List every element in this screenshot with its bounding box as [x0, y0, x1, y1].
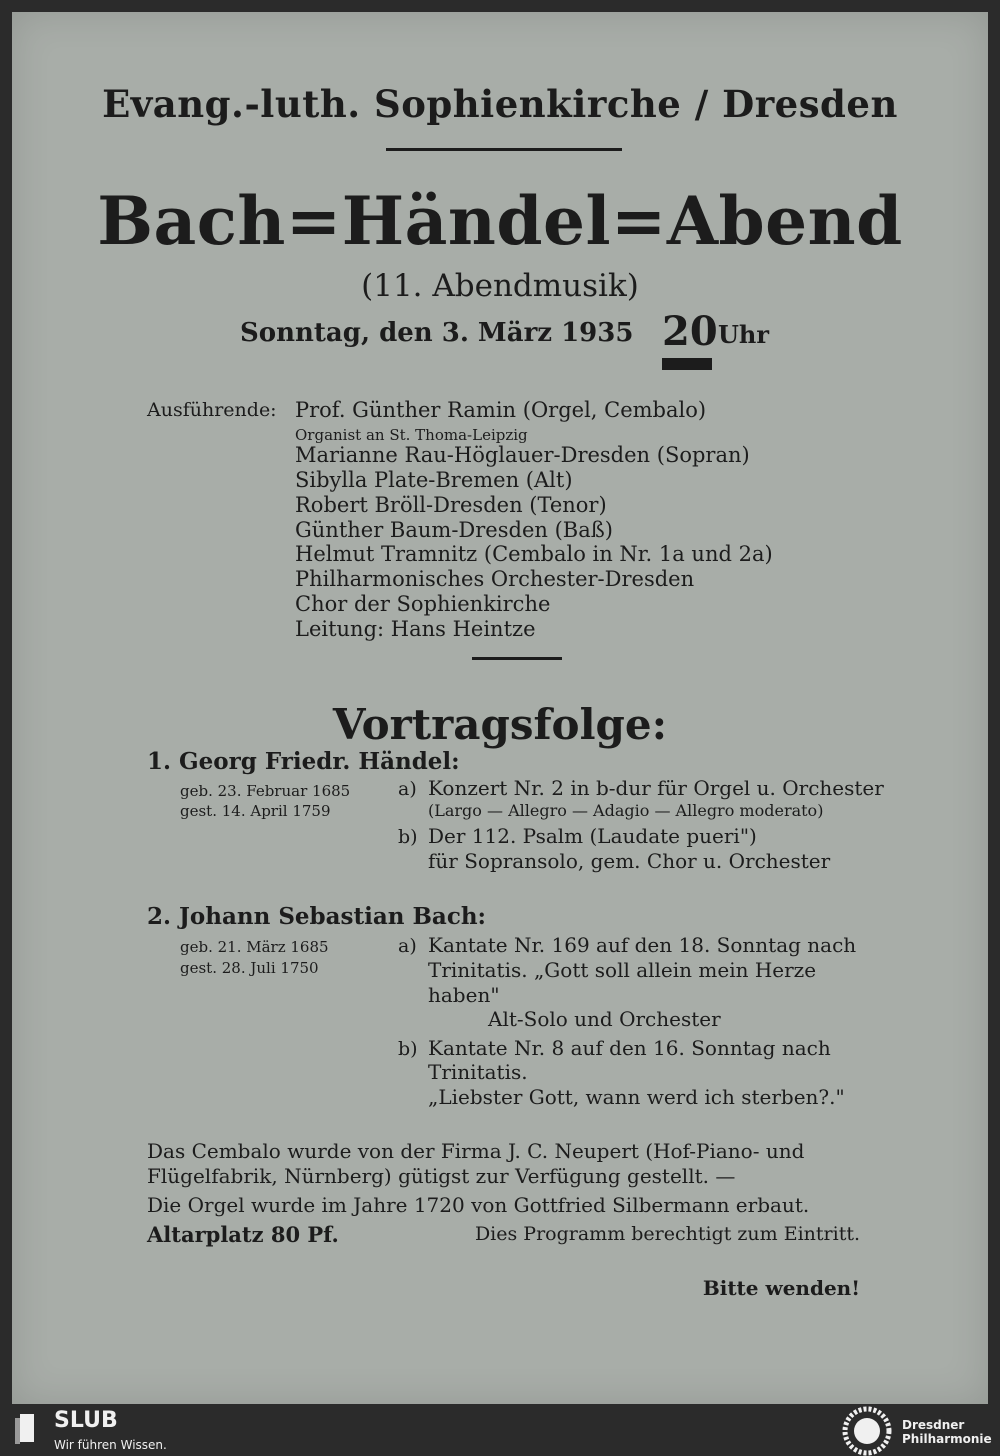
performer-line: Robert Bröll-Dresden (Tenor): [295, 493, 607, 517]
note-line: Flügelfabrik, Nürnberg) gütigst zur Verfügung gestellt. —: [147, 1164, 736, 1188]
composer-born: geb. 23. Februar 1685: [180, 782, 351, 800]
performer-line: Chor der Sophienkirche: [295, 592, 551, 616]
work-line: haben": [428, 983, 500, 1007]
concert-date: Sonntag, den 3. März 1935: [240, 318, 634, 348]
work-mark: b): [398, 826, 418, 848]
work-line: Alt-Solo und Orchester: [488, 1007, 721, 1031]
note-line: Das Cembalo wurde von der Firma J. C. Neupert (Hof-Piano- und: [147, 1139, 805, 1163]
performer-line: Organist an St. Thoma-Leipzig: [295, 426, 528, 444]
work-mark: a): [398, 778, 417, 800]
note-line: Die Orgel wurde im Jahre 1720 von Gottfried Silbermann erbaut.: [147, 1193, 810, 1217]
library-tagline: Wir führen Wissen.: [54, 1438, 167, 1452]
admission-text: Dies Programm berechtigt zum Eintritt.: [474, 1223, 860, 1245]
price-text: Altarplatz 80 Pf.: [147, 1222, 339, 1247]
composer-died: gest. 14. April 1759: [180, 802, 331, 820]
program-heading: Vortragsfolge:: [332, 700, 668, 749]
work-mark: a): [398, 935, 417, 957]
composer-name: 2. Johann Sebastian Bach:: [147, 903, 487, 930]
work-line: (Largo — Allegro — Adagio — Allegro moderato): [428, 801, 824, 820]
turn-over-text: Bitte wenden!: [702, 1276, 860, 1300]
work-line: Trinitatis. „Gott soll allein mein Herze: [428, 958, 817, 982]
performer-line: Günther Baum-Dresden (Baß): [295, 518, 613, 542]
performer-line: Leitung: Hans Heintze: [295, 617, 536, 641]
performers-label: Ausführende:: [147, 399, 277, 421]
performer-line: Sibylla Plate-Bremen (Alt): [295, 468, 573, 492]
footer-bar: [0, 1404, 1000, 1455]
work-line: für Sopransolo, gem. Chor u. Orchester: [428, 849, 831, 873]
composer-name: 1. Georg Friedr. Händel:: [147, 748, 460, 775]
composer-born: geb. 21. März 1685: [180, 938, 329, 956]
concert-title: Bach=Händel=Abend: [97, 182, 903, 260]
work-line: „Liebster Gott, wann werd ich sterben?.": [428, 1085, 845, 1109]
work-line: Konzert Nr. 2 in b-dur für Orgel u. Orchester: [428, 776, 884, 800]
performer-line: Philharmonisches Orchester-Dresden: [295, 567, 695, 591]
divider-middle: [472, 657, 562, 660]
work-line: Der 112. Psalm (Laudate pueri"): [428, 824, 757, 848]
performer-line: Prof. Günther Ramin (Orgel, Cembalo): [295, 398, 707, 422]
work-line: Trinitatis.: [428, 1060, 528, 1084]
work-line: Kantate Nr. 8 auf den 16. Sonntag nach: [428, 1036, 831, 1060]
hour-underline: [662, 358, 712, 370]
concert-hour: 20: [662, 308, 718, 355]
slub-logo-icon: [12, 1412, 40, 1446]
library-name: SLUB: [54, 1408, 118, 1433]
performer-line: Marianne Rau-Höglauer-Dresden (Sopran): [295, 443, 750, 467]
performer-line: Helmut Tramnitz (Cembalo in Nr. 1a und 2a): [295, 542, 773, 566]
concert-uhr: Uhr: [718, 320, 770, 349]
work-mark: b): [398, 1038, 418, 1060]
church-heading: Evang.-luth. Sophienkirche / Dresden: [102, 82, 898, 126]
partner-name: [902, 1418, 992, 1446]
composer-died: gest. 28. Juli 1750: [180, 959, 319, 977]
work-line: Kantate Nr. 169 auf den 18. Sonntag nach: [428, 933, 857, 957]
partner-line-1: Dresdner: [902, 1418, 965, 1432]
philharmonie-logo-icon: [842, 1406, 892, 1456]
partner-line-2: Philharmonie: [902, 1432, 992, 1446]
concert-subtitle: (11. Abendmusik): [361, 268, 639, 304]
divider-top: [386, 148, 622, 151]
